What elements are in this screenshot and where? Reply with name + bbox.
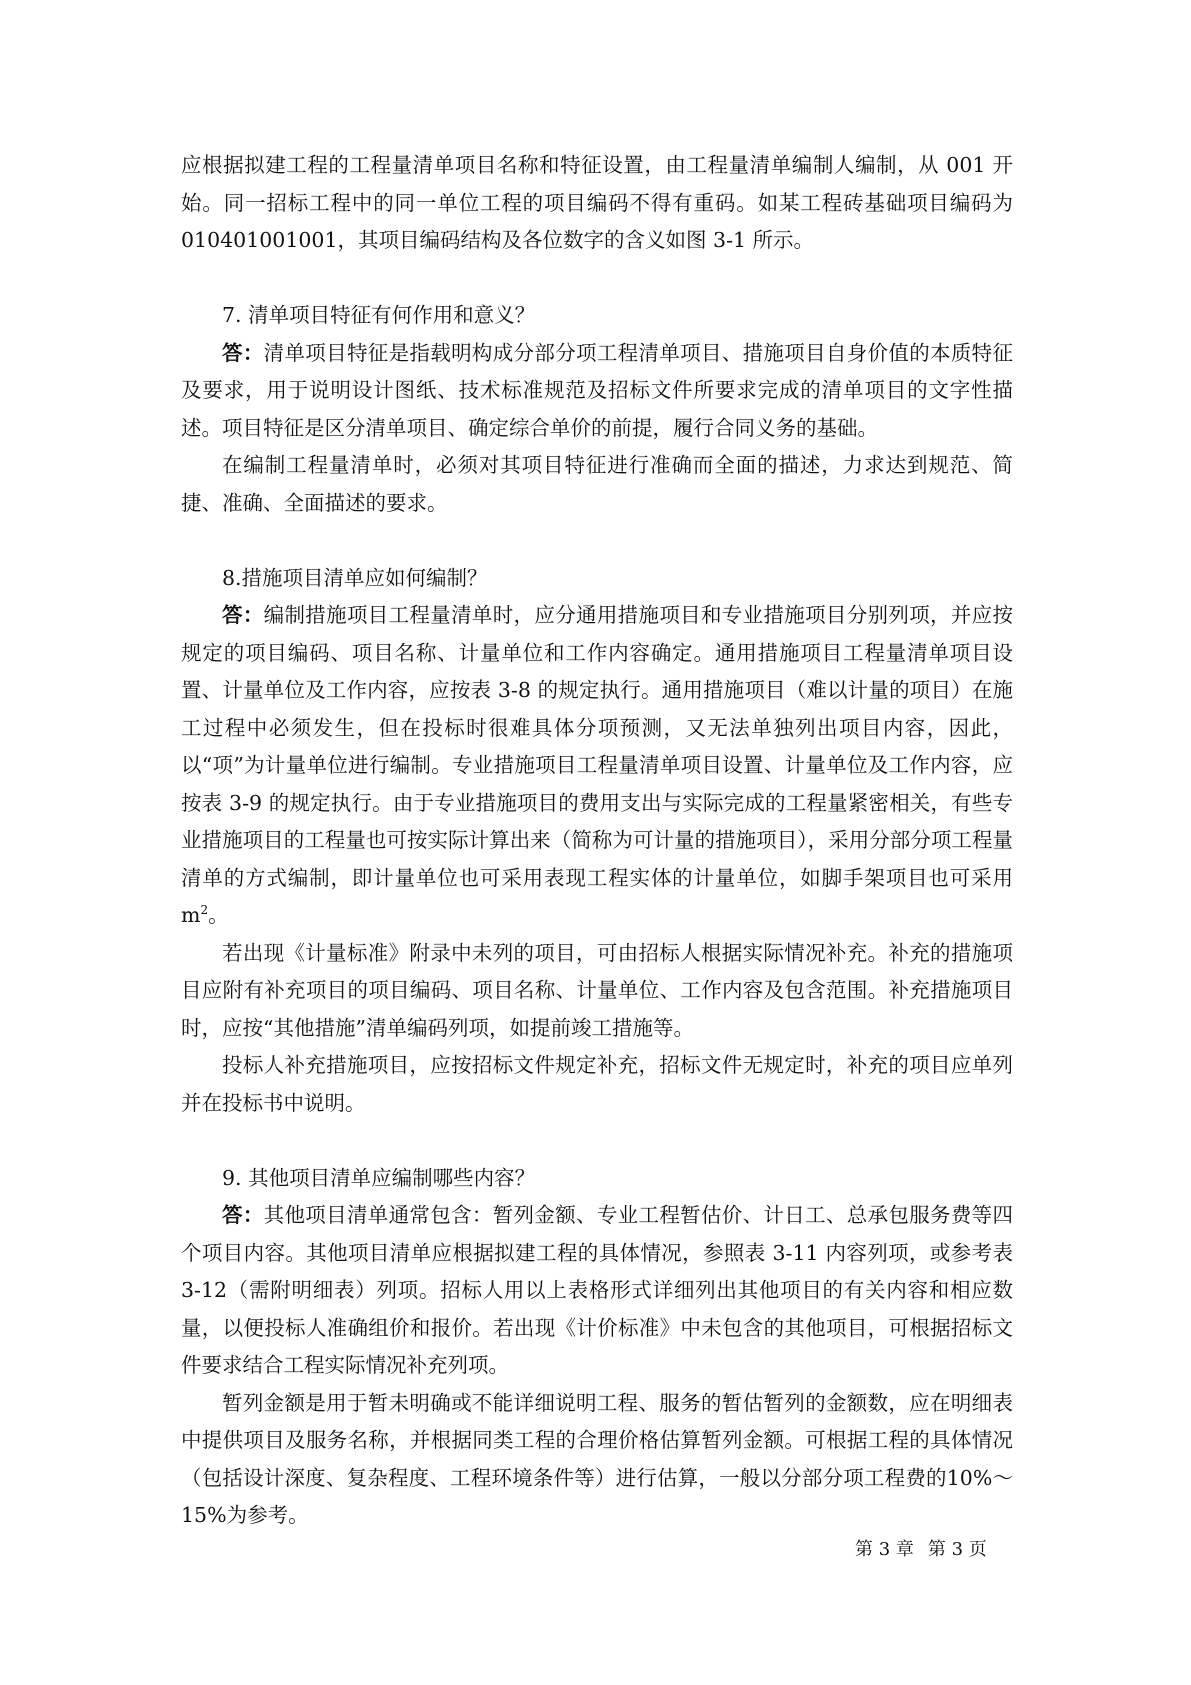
section-gap (181, 1122, 1013, 1160)
question-9-heading: 9. 其他项目清单应编制哪些内容？ (222, 1165, 536, 1190)
question-9-paragraph-2: 暂列金额是用于暂未明确或不能详细说明工程、服务的暂估暂列的金额数，应在明细表中提供项目及服务名称，并根据同类工程的合理价格估算暂列金额。可根据工程的具体情况（包括设计深度、复杂程度、工程环境条件等）进行估算，一般以分部分项工程费的10%～15%为参考。 (181, 1390, 1013, 1527)
superscript-2: 2 (200, 903, 209, 918)
intro-paragraph: 应根据拟建工程的工程量清单项目名称和特征设置，由工程量清单编制人编制，从 001 开始。同一招标工程中的同一单位工程的项目编码不得有重码。如某工程砖基础项目编码为010401001001，其项目编码结构及各位数字的含义如图 3-1 所示。 (181, 153, 1013, 252)
question-7-heading: 7. 清单项目特征有何作用和意义？ (222, 303, 536, 327)
answer-text: 清单项目特征是指载明构成分部分项工程清单项目、措施项目自身价值的本质特征及要求，用于说明设计图纸、技术标准规范及招标文件所要求完成的清单项目的文字性描述。项目特征是区分清单项目、确定综合单价的前提，履行合同义务的基础。 (181, 340, 1014, 440)
page-footer (855, 1538, 987, 1562)
question-7-paragraph-2: 在编制工程量清单时，必须对其项目特征进行准确而全面的描述，力求达到规范、简捷、准确、全面描述的要求。 (181, 453, 1013, 515)
question-9-answer (181, 1197, 1013, 1385)
answer-text: 其他项目清单通常包含：暂列金额、专业工程暂估价、计日工、总承包服务费等四个项目内容。其他项目清单应根据拟建工程的具体情况，参照表 3-11 内容列项，或参考表 3-12（需附明细表）列项。招标人用以上表格形式详细列出其他项目的有关内容和相应数量，以便投标人准确组价和报价。若出现《计价标准》中未包含的其他项目，可根据招标文件要求结合工程实际情况补充列项。 (181, 1203, 1014, 1377)
question-8-paragraph-2: 若出现《计量标准》附录中未列的项目，可由招标人根据实际情况补充。补充的措施项目应附有补充项目的项目编码、项目名称、计量单位、工作内容及包含范围。补充措施项目时，应按“其他措施”清单编码列项，如提前竣工措施等。 (181, 940, 1013, 1040)
question-7-answer (181, 335, 1013, 448)
question-8-paragraph-3: 投标人补充措施项目，应按招标文件规定补充，招标文件无规定时，补充的项目应单列并在投标书中说明。 (181, 1053, 1013, 1115)
answer-end: 。 (208, 903, 229, 927)
document-body (181, 147, 1013, 1535)
section-gap (181, 260, 1013, 298)
page-number: 第 3 页 (927, 1539, 987, 1560)
question-8-heading: 8.措施项目清单应如何编制？ (222, 565, 488, 590)
answer-label: 答： (222, 1203, 264, 1227)
question-8-answer (181, 597, 1013, 935)
answer-text: 编制措施项目工程量清单时，应分通用措施项目和专业措施项目分别列项，并应按规定的项目编码、项目名称、计量单位和工作内容确定。通用措施项目工程量清单项目设置、计量单位及工作内容，应按表 3-8 的规定执行。通用措施项目（难以计量的项目）在施工过程中必须发生，但在投标时很难具体分项预测，又无法单独列出项目内容，因此，以“项”为计量单位进行编制。专业措施项目工程量清单项目设置、计量单位及工作内容，应按表 3-9 的规定执行。由于专业措施项目的费用支出与实际完成的工程量紧密相关，有些专业措施项目的工程量也可按实际计算出来（简称为可计量的措施项目），采用分部分项工程量清单的方式编制，即计量单位也可采用表现工程实体的计量单位，如脚手架项目也可采用 m (181, 603, 1014, 927)
answer-label: 答： (222, 340, 264, 365)
section-gap (181, 522, 1013, 560)
answer-label: 答： (222, 603, 264, 627)
chapter-number: 第 3 章 (855, 1539, 914, 1560)
